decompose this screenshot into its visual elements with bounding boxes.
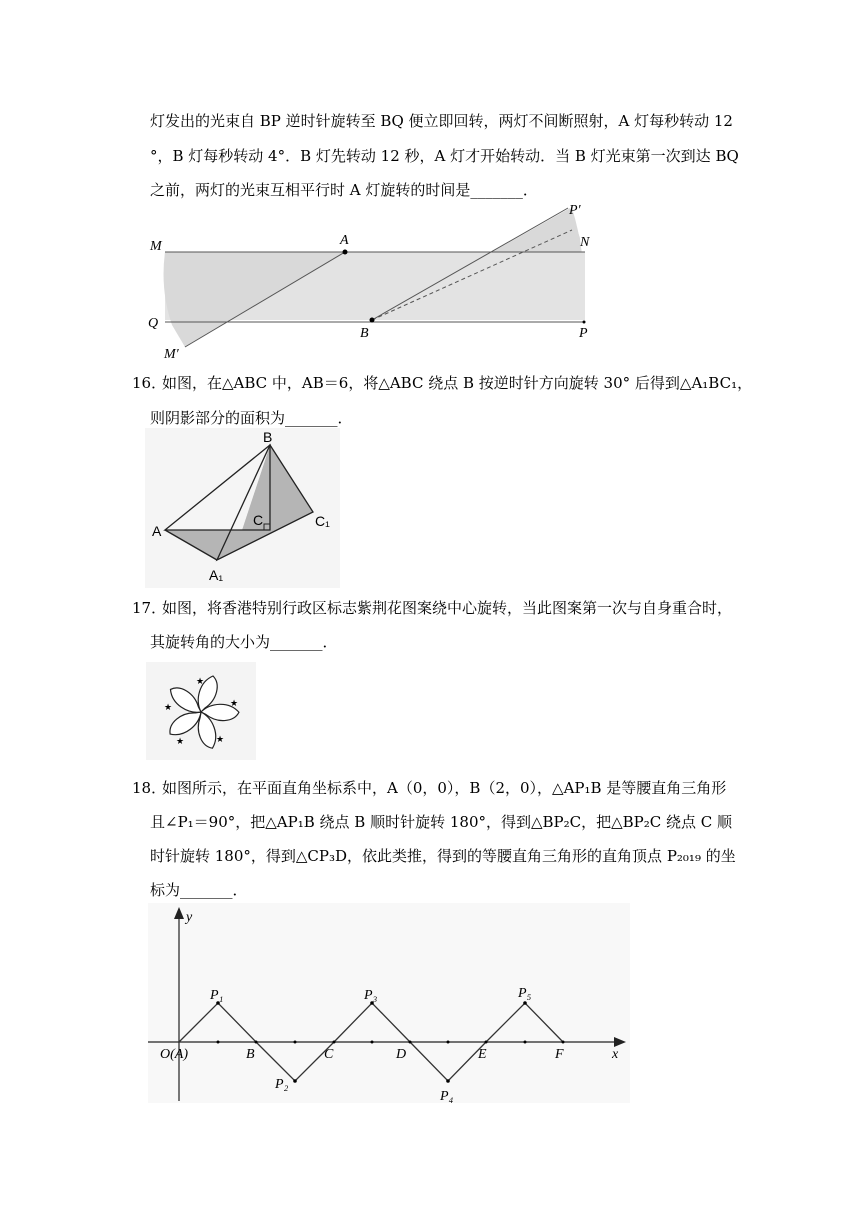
label-p3: P₃ xyxy=(364,988,378,1003)
star-icon: ★ xyxy=(196,677,205,687)
q16-label-c: C xyxy=(253,512,264,528)
label-y: y xyxy=(186,910,193,925)
star-icon: ★ xyxy=(216,735,225,745)
star-icon: ★ xyxy=(230,699,239,709)
q15-label-p-prime: P′ xyxy=(569,203,581,218)
q18-text-line-3: 时针旋转 180°，得到△CP₃D，依此类推，得到的等腰直角三角形的直角顶点 P₂₀₁₉ 的坐 xyxy=(150,847,736,865)
q15-label-q: Q xyxy=(148,316,159,331)
q18-text-line-4: 标为_______． xyxy=(150,881,248,899)
q15-text-line-2: °，B 灯每秒转动 4°．B 灯先转动 12 秒，A 灯才开始转动．当 B 灯光束第一次到达 BQ xyxy=(150,147,739,165)
q16-number: 16． xyxy=(132,374,167,392)
label-origin: O(A) xyxy=(160,1047,188,1062)
q16-label-a1: A₁ xyxy=(209,567,224,583)
label-p4: P₄ xyxy=(440,1089,454,1103)
label-e: E xyxy=(478,1047,487,1062)
q18-number: 18． xyxy=(132,779,167,797)
q17-number: 17． xyxy=(132,599,167,617)
q18-text-line-2: 且∠P₁＝90°，把△AP₁B 绕点 B 顺时针旋转 180°，得到△BP₂C，把△BP₂C 绕点 C 顺 xyxy=(150,813,733,831)
q16-text-line-1: 如图，在△ABC 中，AB＝6，将△ABC 绕点 B 按逆时针方向旋转 30° 后得到△A₁BC₁， xyxy=(162,374,753,392)
q17-text-line-2: 其旋转角的大小为_______． xyxy=(150,633,338,651)
label-d: D xyxy=(396,1047,407,1062)
label-f: F xyxy=(555,1047,564,1062)
q15-lights-figure xyxy=(140,200,600,365)
star-icon: ★ xyxy=(176,737,185,747)
q18-text-line-1: 如图所示，在平面直角坐标系中，A（0，0），B（2，0），△AP₁B 是等腰直角三角形 xyxy=(162,779,727,797)
q15-label-n: N xyxy=(580,235,590,250)
q15-label-p: P xyxy=(579,326,588,341)
q15-text-line-3: 之前，两灯的光束互相平行时 A 灯旋转的时间是_______． xyxy=(150,181,538,199)
star-icon: ★ xyxy=(164,703,173,713)
q18-coordinate-figure xyxy=(148,903,630,1103)
q17-text-line-1: 如图，将香港特别行政区标志紫荆花图案绕中心旋转，当此图案第一次与自身重合时， xyxy=(162,599,733,617)
q15-label-a: A xyxy=(340,233,349,248)
q15-text-line-1: 灯发出的光束自 BP 逆时针旋转至 BQ 便立即回转，两灯不间断照射，A 灯每秒转动 12 xyxy=(150,112,733,130)
q16-label-b: B xyxy=(263,429,273,445)
label-p2: P₂ xyxy=(275,1077,289,1092)
q16-label-a: A xyxy=(152,523,162,539)
q16-text-line-2: 则阴影部分的面积为_______． xyxy=(150,409,353,427)
label-p5: P₅ xyxy=(518,986,532,1001)
q15-label-b: B xyxy=(360,326,369,341)
q15-label-m: M xyxy=(150,239,162,254)
q16-label-c1: C₁ xyxy=(315,513,330,529)
label-b: B xyxy=(246,1047,255,1062)
q15-point-b xyxy=(370,318,375,323)
label-x: x xyxy=(612,1047,619,1062)
label-c: C xyxy=(324,1047,334,1062)
q15-label-m-prime: M′ xyxy=(164,347,179,362)
q16-triangle-figure xyxy=(145,428,340,588)
q15-point-a xyxy=(343,250,348,255)
bauhinia-flower-figure xyxy=(146,662,256,760)
label-p1: P₁ xyxy=(210,988,224,1003)
